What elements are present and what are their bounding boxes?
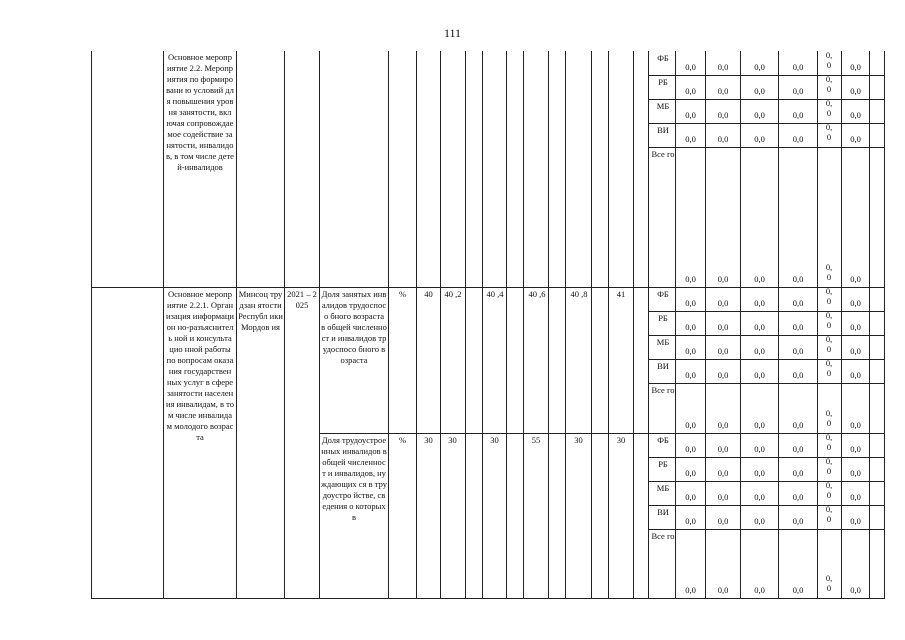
funding-value: 0,0: [717, 420, 729, 430]
funding-value: 0,0: [792, 420, 804, 430]
table-border: [416, 51, 417, 599]
funding-value: 0,0: [792, 274, 804, 284]
page-number: 111: [443, 26, 462, 40]
funding-value-top: 0,: [825, 432, 833, 442]
indicator-2-name: Доля трудоустрое нных инвалидов в общей численност и инвалидов, нуждающих ся в трудоустро йстве, сведения о которых в: [321, 435, 387, 522]
funding-value: 0,0: [792, 62, 804, 72]
funding-value: 0,0: [850, 444, 861, 454]
executor: Минсоц трудзан ятости Республ ики Мордов ия: [238, 289, 283, 332]
indicator-2-value: 30: [490, 435, 499, 445]
funding-value-bottom: 0: [826, 418, 832, 428]
funding-value: 0,0: [754, 62, 765, 72]
table-border: [91, 51, 92, 599]
funding-value: 0,0: [754, 86, 765, 96]
funding-value-top: 0,: [825, 122, 833, 132]
table-border: [506, 51, 507, 599]
funding-source-label: Все го: [651, 531, 675, 541]
funding-value: 0,0: [685, 346, 696, 356]
table-border: [591, 51, 592, 599]
funding-value: 0,0: [792, 110, 804, 120]
funding-value: 0,0: [792, 298, 804, 308]
table-border: [319, 433, 885, 434]
table-border: [648, 311, 885, 312]
funding-value: 0,0: [792, 370, 804, 380]
funding-value: 0,0: [754, 322, 765, 332]
indicator-2-value: 55: [531, 435, 541, 445]
funding-value: 0,0: [717, 110, 729, 120]
funding-value: 0,0: [685, 86, 696, 96]
funding-value: 0,0: [717, 86, 729, 96]
funding-value: 0,0: [850, 274, 861, 284]
table-border: [548, 51, 549, 599]
funding-value: 0,0: [685, 516, 696, 526]
table-border: [236, 51, 237, 599]
indicator-1-name: Доля занятых инвалидов трудоспосо бного возраста в общей численност и инвалидов трудоспосо бного возраста: [321, 289, 387, 365]
table-border: [284, 51, 285, 599]
funding-value-bottom: 0: [826, 108, 832, 118]
funding-value: 0,0: [685, 322, 696, 332]
funding-value: 0,0: [850, 346, 861, 356]
funding-value-bottom: 0: [826, 272, 832, 282]
table-border: [648, 123, 885, 124]
funding-value-bottom: 0: [826, 466, 832, 476]
funding-value: 0,0: [754, 274, 765, 284]
funding-value: 0,0: [792, 444, 804, 454]
funding-value: 0,0: [850, 585, 861, 595]
funding-value-top: 0,: [825, 358, 833, 368]
table-border: [319, 51, 320, 599]
funding-value-bottom: 0: [826, 84, 832, 94]
funding-value-top: 0,: [825, 573, 833, 583]
funding-value-bottom: 0: [826, 60, 832, 70]
funding-value: 0,0: [850, 420, 861, 430]
funding-value: 0,0: [685, 110, 696, 120]
funding-source-label: РБ: [658, 77, 668, 87]
indicator-1-value: 40 ,6: [528, 289, 546, 299]
funding-source-label: РБ: [658, 313, 668, 323]
funding-value: 0,0: [685, 468, 696, 478]
funding-value: 0,0: [850, 468, 861, 478]
funding-value: 0,0: [850, 492, 861, 502]
funding-value-bottom: 0: [826, 514, 832, 524]
funding-value: 0,0: [792, 86, 804, 96]
table-border: [482, 51, 483, 599]
indicator-2-value: 30: [424, 435, 433, 445]
funding-source-label: МБ: [656, 337, 670, 347]
funding-value: 0,0: [717, 134, 729, 144]
funding-value: 0,0: [685, 492, 696, 502]
funding-value: 0,0: [685, 298, 696, 308]
funding-value-bottom: 0: [826, 320, 832, 330]
funding-value-top: 0,: [825, 310, 833, 320]
funding-value: 0,0: [685, 420, 696, 430]
indicator-1-unit: %: [398, 289, 407, 299]
funding-source-label: ФБ: [657, 53, 669, 63]
table-border: [648, 481, 885, 482]
table-border: [440, 51, 441, 599]
table-border: [633, 51, 634, 599]
funding-source-label: МБ: [656, 483, 670, 493]
table-border: [648, 383, 885, 384]
indicator-1-value: 40 ,4: [486, 289, 504, 299]
indicator-1-value: 40: [424, 289, 433, 299]
funding-value: 0,0: [850, 322, 861, 332]
funding-source-label: МБ: [656, 101, 670, 111]
funding-value-bottom: 0: [826, 583, 832, 593]
funding-value: 0,0: [717, 468, 729, 478]
funding-value: 0,0: [685, 585, 696, 595]
table-border: [523, 51, 524, 599]
table-border: [648, 529, 885, 530]
funding-value-bottom: 0: [826, 296, 832, 306]
funding-value: 0,0: [850, 298, 861, 308]
funding-value: 0,0: [754, 444, 765, 454]
funding-value: 0,0: [850, 86, 861, 96]
funding-value: 0,0: [717, 274, 729, 284]
table-border: [91, 287, 885, 288]
funding-value: 0,0: [717, 370, 729, 380]
funding-value: 0,0: [717, 492, 729, 502]
funding-value: 0,0: [850, 370, 861, 380]
funding-value: 0,0: [850, 62, 861, 72]
table-border: [648, 99, 885, 100]
table-border: [565, 51, 566, 599]
funding-source-label: ВИ: [657, 361, 669, 371]
funding-value: 0,0: [717, 444, 729, 454]
activity-name-2-2: Основное мероприятие 2.2. Мероприятия по формировани ю условий для повышения уровня занятости, включая сопровождае мое содействие занятости, инвалидов, в том числе детей-инвалидов: [166, 52, 234, 172]
funding-value: 0,0: [754, 298, 765, 308]
funding-value-top: 0,: [825, 334, 833, 344]
funding-value: 0,0: [754, 134, 765, 144]
funding-value: 0,0: [850, 134, 861, 144]
funding-source-label: Все го: [651, 149, 675, 159]
table-border: [648, 335, 885, 336]
table-border: [648, 359, 885, 360]
funding-value: 0,0: [685, 370, 696, 380]
funding-value-top: 0,: [825, 50, 833, 60]
funding-source-label: Все го: [651, 385, 675, 395]
funding-source-label: ФБ: [657, 289, 669, 299]
funding-value: 0,0: [717, 322, 729, 332]
table-border: [163, 51, 164, 599]
funding-value-bottom: 0: [826, 132, 832, 142]
table-border: [648, 147, 885, 148]
funding-value-top: 0,: [825, 262, 833, 272]
funding-source-label: РБ: [658, 459, 668, 469]
funding-source-label: ФБ: [657, 435, 669, 445]
funding-value: 0,0: [685, 274, 696, 284]
funding-value: 0,0: [717, 298, 729, 308]
table-border: [884, 51, 885, 599]
funding-value-top: 0,: [825, 98, 833, 108]
table-border: [648, 505, 885, 506]
funding-value: 0,0: [717, 346, 729, 356]
funding-value: 0,0: [850, 110, 861, 120]
funding-value-top: 0,: [825, 480, 833, 490]
table-border: [91, 598, 885, 599]
funding-value: 0,0: [754, 468, 765, 478]
indicator-2-value: 30: [448, 435, 457, 445]
funding-value: 0,0: [792, 346, 804, 356]
funding-value-bottom: 0: [826, 490, 832, 500]
table-border: [648, 457, 885, 458]
table-border: [388, 51, 389, 599]
funding-value: 0,0: [685, 444, 696, 454]
funding-value: 0,0: [754, 420, 765, 430]
funding-value-top: 0,: [825, 456, 833, 466]
funding-value-top: 0,: [825, 504, 833, 514]
indicator-2-value: 30: [574, 435, 583, 445]
funding-value: 0,0: [792, 585, 804, 595]
table-border: [869, 51, 870, 599]
funding-value-bottom: 0: [826, 344, 832, 354]
funding-value: 0,0: [717, 62, 729, 72]
funding-value: 0,0: [717, 585, 729, 595]
indicator-1-value: 40 ,8: [570, 289, 588, 299]
funding-value: 0,0: [685, 62, 696, 72]
funding-value: 0,0: [792, 492, 804, 502]
funding-value: 0,0: [717, 516, 729, 526]
funding-value: 0,0: [792, 134, 804, 144]
funding-value-top: 0,: [825, 74, 833, 84]
period: 2021 – 2025: [287, 289, 317, 310]
funding-value: 0,0: [685, 134, 696, 144]
indicator-1-value: 41: [616, 289, 626, 299]
funding-value: 0,0: [792, 322, 804, 332]
funding-value-bottom: 0: [826, 442, 832, 452]
table-border: [648, 75, 885, 76]
funding-value: 0,0: [850, 516, 861, 526]
funding-value: 0,0: [754, 492, 765, 502]
funding-value: 0,0: [754, 346, 765, 356]
funding-value-bottom: 0: [826, 368, 832, 378]
funding-source-label: ВИ: [657, 125, 669, 135]
funding-value: 0,0: [754, 585, 765, 595]
activity-name-2-2-1: Основное мероприятие 2.2.1. Организация информацион но-разъяснитель ной и консультацио нной работы по вопросам оказания государствен ных услуг в сфере занятости населения инвалидам, в том числе инвалидам молодого возраста: [166, 289, 234, 442]
table-border: [608, 51, 609, 599]
funding-value-top: 0,: [825, 286, 833, 296]
funding-value: 0,0: [754, 370, 765, 380]
funding-value-top: 0,: [825, 408, 833, 418]
table-border: [465, 51, 466, 599]
funding-source-label: ВИ: [657, 507, 669, 517]
funding-value: 0,0: [792, 516, 804, 526]
indicator-1-value: 40 ,2: [444, 289, 462, 299]
funding-value: 0,0: [754, 516, 765, 526]
funding-value: 0,0: [754, 110, 765, 120]
indicator-2-value: 30: [616, 435, 626, 445]
funding-value: 0,0: [792, 468, 804, 478]
indicator-2-unit: %: [398, 435, 407, 445]
